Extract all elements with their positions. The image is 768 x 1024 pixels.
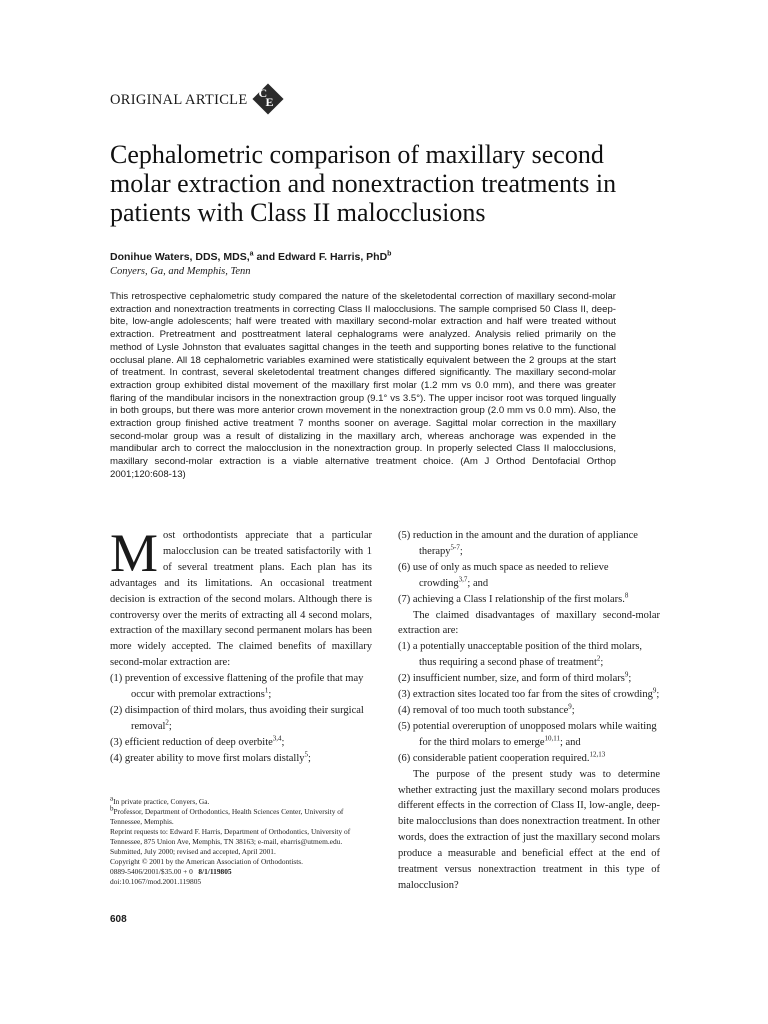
issn-code: 8/1/119805: [198, 867, 232, 876]
intro-text: ost orthodontists appreciate that a particular malocclusion can be treated satisfactorily with 1 of several treatment plans. Each plan has its advantages and its limitations. An occasional treatment decision is extraction of the second molars. Although there is controversy over the merits of extracting all 4 second molars, extraction of the maxillary second permanent molars has been more widely accepted. The claimed benefits of maxillary second-molar extraction are:: [110, 530, 372, 669]
list-item: (3) efficient reduction of deep overbite$^{3,4}$;: [110, 734, 285, 748]
issn-line: 0889-5406/2001/$35.00 + 0 8/1/119805: [110, 867, 232, 876]
benefits-list: [110, 671, 372, 766]
ce-badge-letter-e: E: [265, 95, 274, 109]
author-2: Edward F. Harris, PhD: [278, 251, 388, 263]
copyright-line: Copyright © 2001 by the American Association of Orthodontists.: [110, 857, 304, 866]
list-item: (2) insufficient number, size, and form of third molars$^9$;: [398, 670, 632, 685]
article-title: Cephalometric comparison of maxillary second molar extraction and nonextraction treatments in patients with Class II malocclusions: [110, 140, 617, 227]
submission-dates: Submitted, July 2000; revised and accepted, April 2001.: [110, 847, 276, 856]
author-affiliation: Conyers, Ga, and Memphis, Tenn: [110, 266, 251, 277]
ce-badge-letter-c: C: [258, 86, 268, 100]
purpose-paragraph: The purpose of the present study was to determine whether extracting just the maxillary second molars produces different effects in the correction of Class II, low-angle, deep-bite malocclusions than does nonextraction treatment. In other words, does the extraction of just the maxillary second molars produce a measurable and beneficial effect at the end of treatment versus nonextraction treatment in this type of malocclusion?: [398, 768, 660, 891]
disadvantages-intro: The claimed disadvantages of maxillary second-molar extraction are:: [398, 609, 660, 637]
footnote-a: $^a$In private practice, Conyers, Ga.: [110, 794, 210, 806]
drop-cap: M: [110, 523, 159, 583]
continuing-education-badge: [251, 82, 285, 116]
list-item: (4) removal of too much tooth substance$^9$;: [398, 702, 575, 716]
list-item: (1) prevention of excessive flattening of the profile that may occur with premolar extractions$^1$;: [110, 673, 364, 701]
article-header: [110, 84, 285, 116]
list-item: (6) use of only as much space as needed to relieve crowding$^{3,7}$; and: [398, 561, 609, 589]
author-2-affil-mark: b: [387, 250, 392, 258]
list-item: (4) greater ability to move first molars distally$^5$;: [110, 750, 311, 764]
author-line: [110, 251, 391, 263]
footnotes: [110, 794, 372, 887]
body-column-left: [110, 523, 372, 767]
author-1: Donihue Waters, DDS, MDS,: [110, 251, 250, 263]
intro-paragraph: [110, 523, 372, 671]
list-item: (1) a potentially unacceptable position of the third molars, thus requiring a second phase of treatment$^2$;: [398, 641, 643, 669]
abstract: This retrospective cephalometric study compared the nature of the skeletodental correction of maxillary second-molar extraction and nonextraction treatments in correcting Class II malocclusions. The sample comprised 50 Class II, deep-bite, low-angle adolescents; half were treated with maxillary second-molar extraction and half were treated without extraction. Pretreatment and posttreatment lateral cephalograms were analyzed. Analysis relied primarily on the method of Lysle Johnston that evaluates sagittal changes in the teeth and supporting bones relative to the functional occlusal plane. All 18 cephalometric variables examined were statistically equivalent between the 2 groups at the start of treatment. In contrast, several skeletodental treatment changes differed significantly. The maxillary second-molar extraction group exhibited distal movement of the maxillary first molar (1.2 mm vs 0.0 mm), and there was greater flaring of the mandibular incisors in the nonextraction group (9.1° vs 3.5°). The upper incisor root was torqued lingually in both groups, but there was more anterior crown movement in the nonextraction group (2.0 mm vs 0.0 mm). Also, the extraction group finished active treatment 7 months sooner on average. Sagittal molar correction in the maxillary second-molar group was a result of distalizing in the maxillary arch, whereas anchorage was expended in the mandibular arch to correct the malocclusion in the nonextraction group. In properly selected Class II malocclusions, maxillary second-molar extraction is a viable alternative treatment choice. (Am J Orthod Dentofacial Orthop 2001;120:608-13): [110, 291, 616, 480]
body-column-right: [398, 528, 660, 894]
list-item: (7) achieving a Class I relationship of the first molars.$^8$: [398, 591, 629, 605]
page-number: 608: [110, 914, 127, 925]
list-item: (3) extraction sites located too far from the sites of crowding$^9$;: [398, 686, 660, 701]
disadvantages-list: [398, 639, 660, 766]
reprint-requests: Reprint requests to: Edward F. Harris, Department of Orthodontics, University of Tennessee, 875 Union Ave, Memphis, TN 38163; e-mail, eharris@utmem.edu.: [110, 827, 351, 846]
list-item: (6) considerable patient cooperation required.$^{12,13}$: [398, 750, 606, 764]
list-item: (5) potential overeruption of unopposed molars while waiting for the third molars to emerge$^{10,11}$; and: [398, 720, 657, 748]
author-joiner: and: [253, 251, 279, 263]
article-type-label: ORIGINAL ARTICLE: [110, 91, 248, 108]
doi-line: doi:10.1067/mod.2001.119805: [110, 877, 202, 886]
benefits-list-continued: [398, 528, 660, 608]
list-item: (5) reduction in the amount and the duration of appliance therapy$^{5-7}$;: [398, 530, 638, 557]
list-item: (2) disimpaction of third molars, thus avoiding their surgical removal$^2$;: [110, 704, 364, 732]
footnote-b: $^b$Professor, Department of Orthodontics, Health Sciences Center, University of Tennessee, Memphis.: [110, 804, 344, 826]
author-1-affil-mark: a: [249, 250, 254, 258]
